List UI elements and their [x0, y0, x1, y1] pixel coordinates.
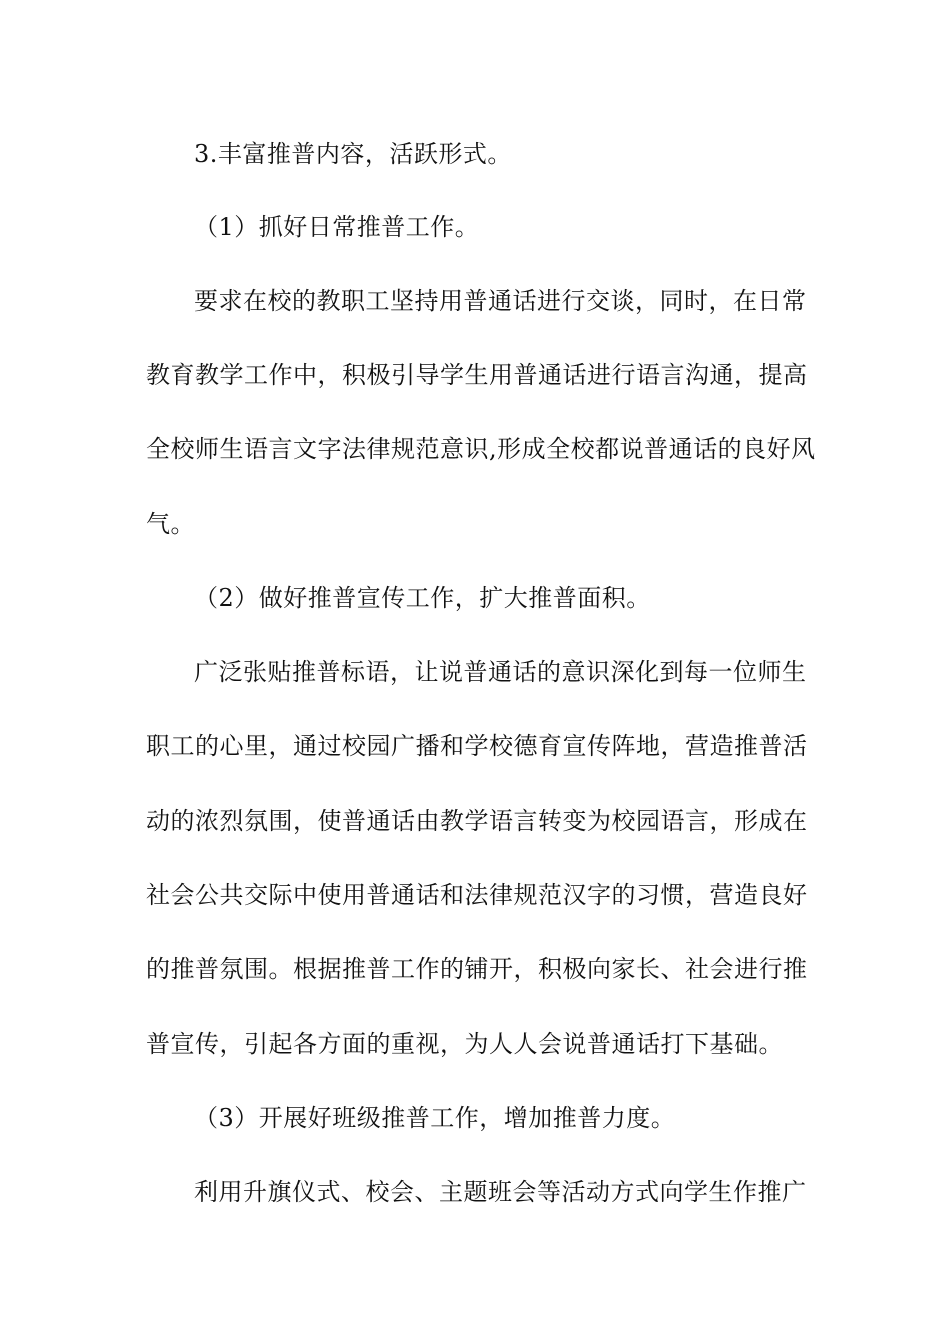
subheading-1: （1）抓好日常推普工作。	[194, 213, 480, 241]
paragraph-3-line-1: 利用升旗仪式、校会、主题班会等活动方式向学生作推广	[194, 1178, 807, 1206]
section-heading: 3.丰富推普内容，活跃形式。	[194, 140, 512, 168]
paragraph-1-line-3: 全校师生语言文字法律规范意识,形成全校都说普通话的良好风	[146, 435, 816, 463]
paragraph-2-line-6: 普宣传，引起各方面的重视，为人人会说普通话打下基础。	[146, 1030, 783, 1058]
subheading-3: （3）开展好班级推普工作，增加推普力度。	[194, 1104, 676, 1132]
subheading-2: （2）做好推普宣传工作，扩大推普面积。	[194, 584, 651, 612]
paragraph-2-line-2: 职工的心里，通过校园广播和学校德育宣传阵地，营造推普活	[146, 732, 808, 760]
paragraph-2-line-4: 社会公共交际中使用普通话和法律规范汉字的习惯，营造良好	[146, 881, 808, 909]
paragraph-2-line-5: 的推普氛围。根据推普工作的铺开，积极向家长、社会进行推	[146, 955, 808, 983]
paragraph-1-line-4: 气。	[146, 510, 195, 538]
paragraph-1-line-1: 要求在校的教职工坚持用普通话进行交谈，同时，在日常	[194, 287, 807, 315]
paragraph-1-line-2: 教育教学工作中，积极引导学生用普通话进行语言沟通，提高	[146, 361, 808, 389]
paragraph-2-line-1: 广泛张贴推普标语，让说普通话的意识深化到每一位师生	[194, 658, 807, 686]
paragraph-2-line-3: 动的浓烈氛围，使普通话由教学语言转变为校园语言，形成在	[146, 807, 808, 835]
